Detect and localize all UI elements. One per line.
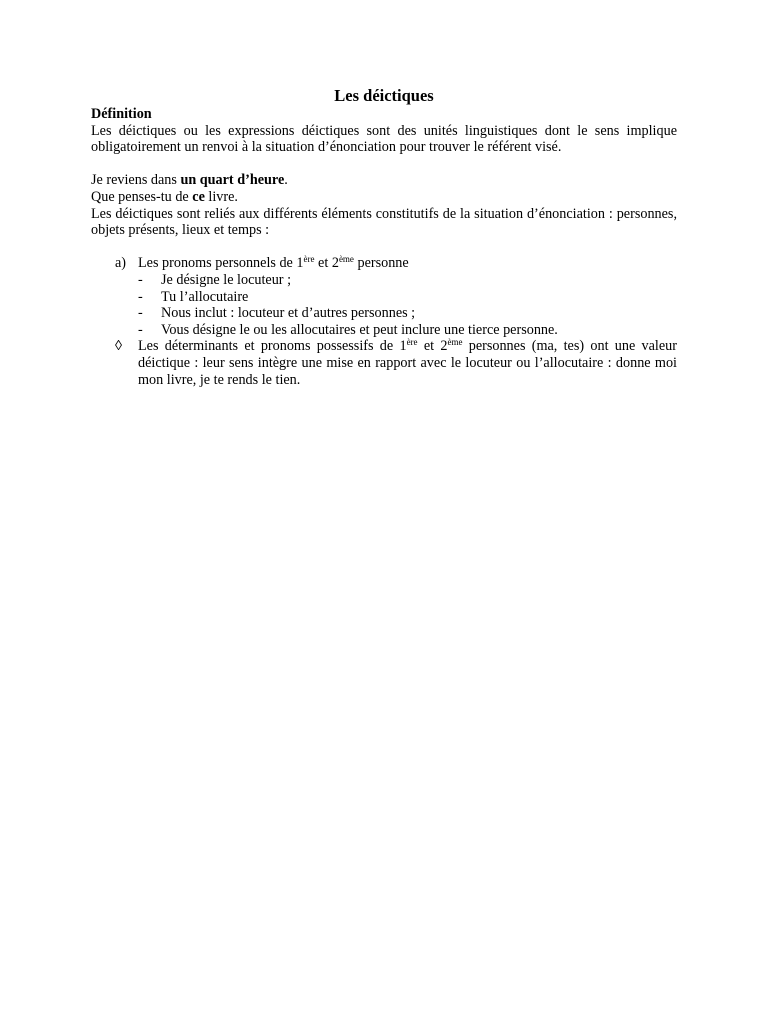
list-a-text-before: Les pronoms personnels de 1 (138, 255, 304, 272)
example-1-before: Je reviens dans (91, 172, 181, 189)
example-2 (91, 189, 677, 206)
document-title: Les déictiques (334, 86, 434, 105)
dash-marker: - (138, 321, 143, 338)
definition-heading: Définition (91, 106, 152, 122)
dash-marker: - (138, 288, 143, 305)
spacer (91, 156, 677, 173)
sub-list-item-text: Vous désigne le ou les allocutaires et peut inclure une tierce personne. (161, 321, 558, 338)
example-1-bold: un quart d’heure (180, 172, 285, 189)
list-a-text-middle: et 2 (314, 255, 339, 272)
list-a-text-after: personne (353, 255, 409, 272)
list-item-a (91, 255, 677, 272)
spacer (91, 239, 677, 256)
example-2-after: livre. (204, 188, 238, 205)
list-a-sup-1: ère (303, 254, 315, 265)
dash-marker: - (138, 305, 143, 322)
diamond-bullet-icon: ◊ (115, 338, 123, 355)
document-page (91, 86, 677, 388)
intro-text: Les déictiques sont reliés aux différents éléments constitutifs de la situation d’énonciation : personnes, objets présents, lieux et temps : (91, 205, 677, 239)
list-item-b (91, 338, 677, 388)
list-marker-a: a) (115, 255, 127, 272)
sub-list-item-text: Nous inclut : locuteur et d’autres personnes ; (161, 305, 416, 322)
definition-text: Les déictiques ou les expressions déictiques sont des unités linguistiques dont le sens implique obligatoirement un renvoi à la situation d’énonciation pour trouver le référent visé. (91, 122, 677, 156)
example-2-before: Que penses-tu de (91, 188, 193, 205)
sub-list-item (91, 289, 677, 306)
list-b-text-before: Les déterminants et pronoms possessifs de 1 (138, 338, 407, 355)
sub-list-item-text: Tu l’allocutaire (161, 288, 249, 305)
example-1-after: . (284, 172, 288, 189)
example-2-bold: ce (192, 188, 205, 205)
sub-list-item (91, 272, 677, 289)
sub-list-item-text: Je désigne le locuteur ; (161, 271, 292, 288)
list-b-sup-2: ème (447, 337, 463, 348)
list-b-text-after: personnes (ma, tes) ont une valeur déictique : leur sens intègre une mise en rapport avec le locuteur ou l’allocutaire : donne moi mon livre, je te rends le tien. (138, 338, 677, 388)
sub-list-item (91, 305, 677, 322)
example-1 (91, 172, 677, 189)
list-b-text-middle: et 2 (417, 338, 448, 355)
list-b-sup-1: ère (406, 337, 418, 348)
sub-list-item (91, 322, 677, 339)
dash-marker: - (138, 271, 143, 288)
list-a-sup-2: ème (338, 254, 354, 265)
